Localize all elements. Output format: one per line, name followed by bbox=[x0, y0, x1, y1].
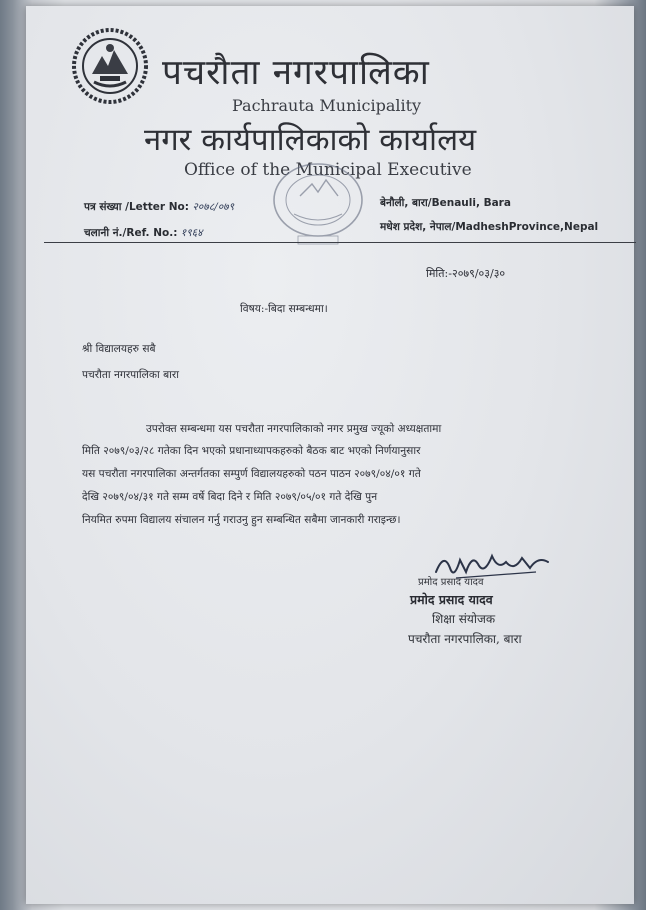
body-line-4: देखि २०७९/०४/३१ गते सम्म वर्षे बिदा दिने र मिति २०७९/०५/०१ गते देखि पुन bbox=[82, 491, 378, 503]
body-line-1: उपरोक्त सम्बन्धमा यस पचरौता नगरपालिकाको नगर प्रमुख ज्यूको अध्यक्षतामा bbox=[146, 423, 442, 435]
nepal-government-emblem-icon bbox=[70, 26, 150, 106]
body-line-3: यस पचरौता नगरपालिका अन्तर्गतका सम्पुर्ण विद्यालयहरुको पठन पाठन २०७९/०४/०१ गते bbox=[82, 468, 421, 480]
reference-number-label: चलानी नं./Ref. No.: bbox=[84, 227, 178, 239]
office-name-english: Office of the Municipal Executive bbox=[184, 160, 472, 180]
organization-name-english: Pachrauta Municipality bbox=[232, 96, 422, 115]
letter-number-label: पत्र संख्या /Letter No: bbox=[84, 201, 189, 213]
organization-name-nepali: पचरौता नगरपालिका bbox=[162, 53, 430, 93]
signatory-designation: शिक्षा संयोजक bbox=[432, 612, 496, 626]
body-line-2: मिति २०७९/०३/२८ गतेका दिन भएको प्रधानाध्यापकहरुको बैठक बाट भएको निर्णयानुसार bbox=[82, 445, 421, 457]
body-line-5: नियमित रुपमा विद्यालय संचालन गर्नु गराउनु हुन सम्बन्धित सबैमा जानकारी गराइन्छ। bbox=[82, 514, 401, 526]
signatory-name-stamp: प्रमोद प्रसाद यादव bbox=[410, 592, 493, 607]
letter-page bbox=[26, 6, 634, 904]
letter-date: मिति:-२०७९/०३/३० bbox=[426, 267, 506, 280]
address-line-2: मधेश प्रदेश, नेपाल/MadheshProvince,Nepal bbox=[380, 221, 599, 233]
reference-number-row bbox=[84, 226, 203, 240]
recipient-line-1: श्री विद्यालयहरु सबै bbox=[82, 343, 156, 355]
office-round-stamp-icon bbox=[264, 156, 372, 252]
signatory-office: पचरौता नगरपालिका, बारा bbox=[408, 632, 522, 646]
office-name-nepali: नगर कार्यपालिकाको कार्यालय bbox=[144, 122, 477, 158]
letter-number-value: २०७८/०७९ bbox=[192, 201, 235, 213]
letter-number-row bbox=[84, 200, 234, 214]
address-line-1: बेनौली, बारा/Benauli, Bara bbox=[380, 197, 511, 209]
signatory-name-small: प्रमोद प्रसाद यादव bbox=[418, 577, 484, 588]
header-divider bbox=[44, 242, 636, 243]
letter-subject: विषय:-बिदा सम्बन्धमा। bbox=[240, 303, 328, 315]
recipient-line-2: पचरौता नगरपालिका बारा bbox=[82, 369, 179, 381]
reference-number-value: १९६४ bbox=[180, 227, 203, 239]
